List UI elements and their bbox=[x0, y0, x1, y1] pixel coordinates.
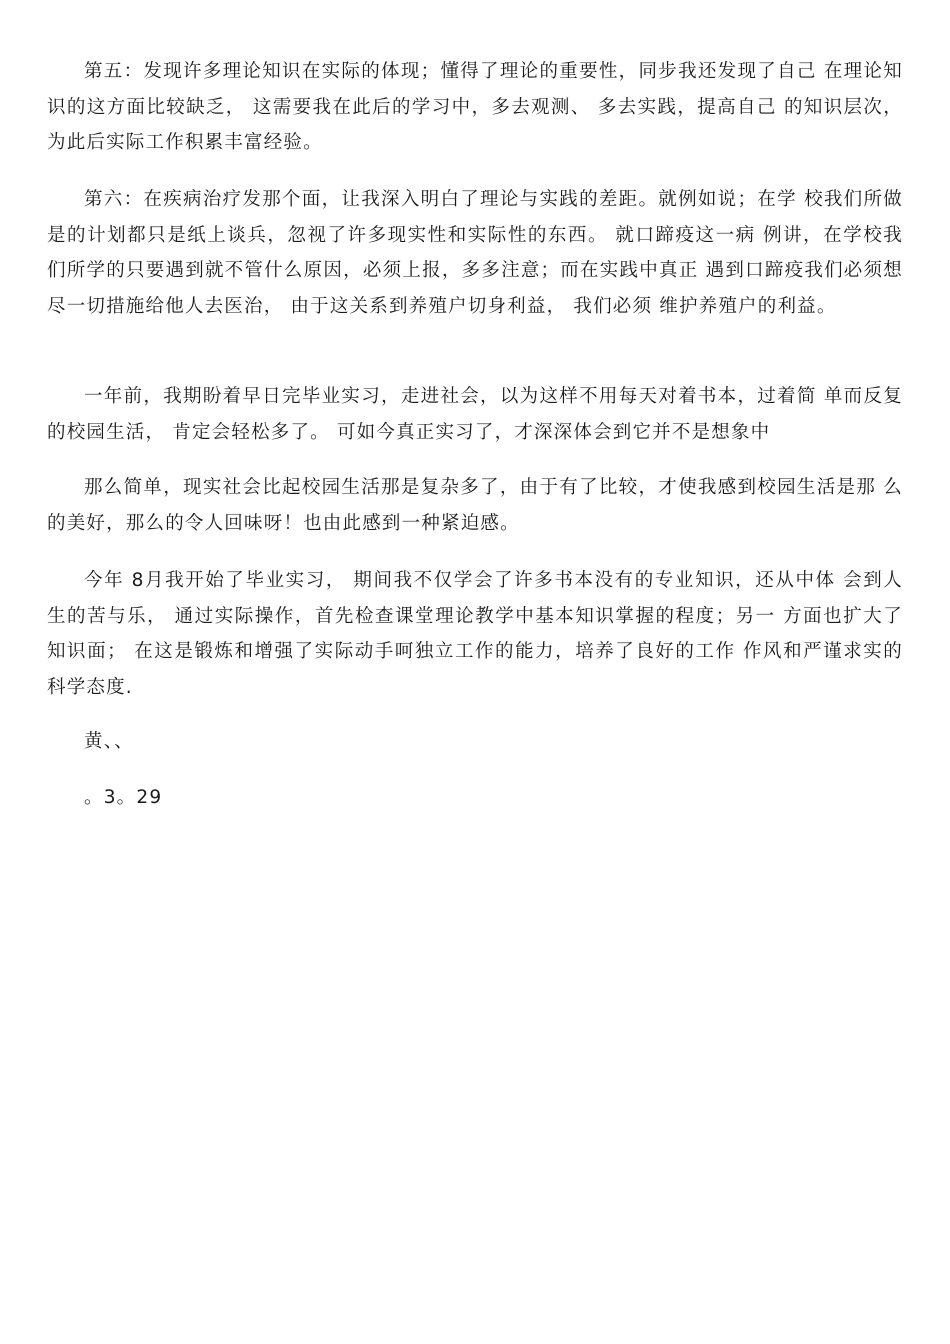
paragraph-august-internship: 今年 8月我开始了毕业实习， 期间我不仅学会了许多书本没有的专业知识，还从中体 会到人生的苦与乐， 通过实际操作，首先检查课堂理论教学中基本知识掌握的程度；另一 方面也扩大了知识面； 在这是锻炼和增强了实际动手呵独立工作的能力，培养了良好的工作 作风和严谨求实的科学态度. bbox=[47, 570, 903, 698]
paragraph-reality-society: 那么简单，现实社会比起校园生活那是复杂多了，由于有了比较，才使我感到校园生活是那 么的美好，那么的令人回味呀！也由此感到一种紧迫感。 bbox=[47, 477, 903, 534]
signature-name: 黄、、 bbox=[84, 731, 134, 752]
paragraph-year-ago: 一年前，我期盼着早日完毕业实习，走进社会，以为这样不用每天对着书本，过着简 单而反复的校园生活， 肯定会轻松多了。 可如今真正实习了，才深深体会到它并不是想象中 bbox=[47, 386, 903, 443]
signature-date: 。3。29 bbox=[84, 787, 163, 808]
paragraph-sixth-point: 第六：在疾病治疗发那个面，让我深入明白了理论与实践的差距。就例如说；在学 校我们所做是的计划都只是纸上谈兵，忽视了许多现实性和实际性的东西。 就口蹄疫这一病 例讲，在学校我们所学的只要遇到就不管什么原因，必须上报，多多注意；而在实践中真正 遇到口蹄疫我们必须想尽一切措施给他人去医治， 由于这关系到养殖户切身利益， 我们必须 维护养殖户的利益。 bbox=[47, 189, 903, 317]
paragraph-fifth-point: 第五：发现许多理论知识在实际的体现；懂得了理论的重要性，同步我还发现了自己 在理论知识的这方面比较缺乏， 这需要我在此后的学习中，多去观测、 多去实践，提高自己 的知识层次，为此后实际工作积累丰富经验。 bbox=[47, 61, 903, 153]
